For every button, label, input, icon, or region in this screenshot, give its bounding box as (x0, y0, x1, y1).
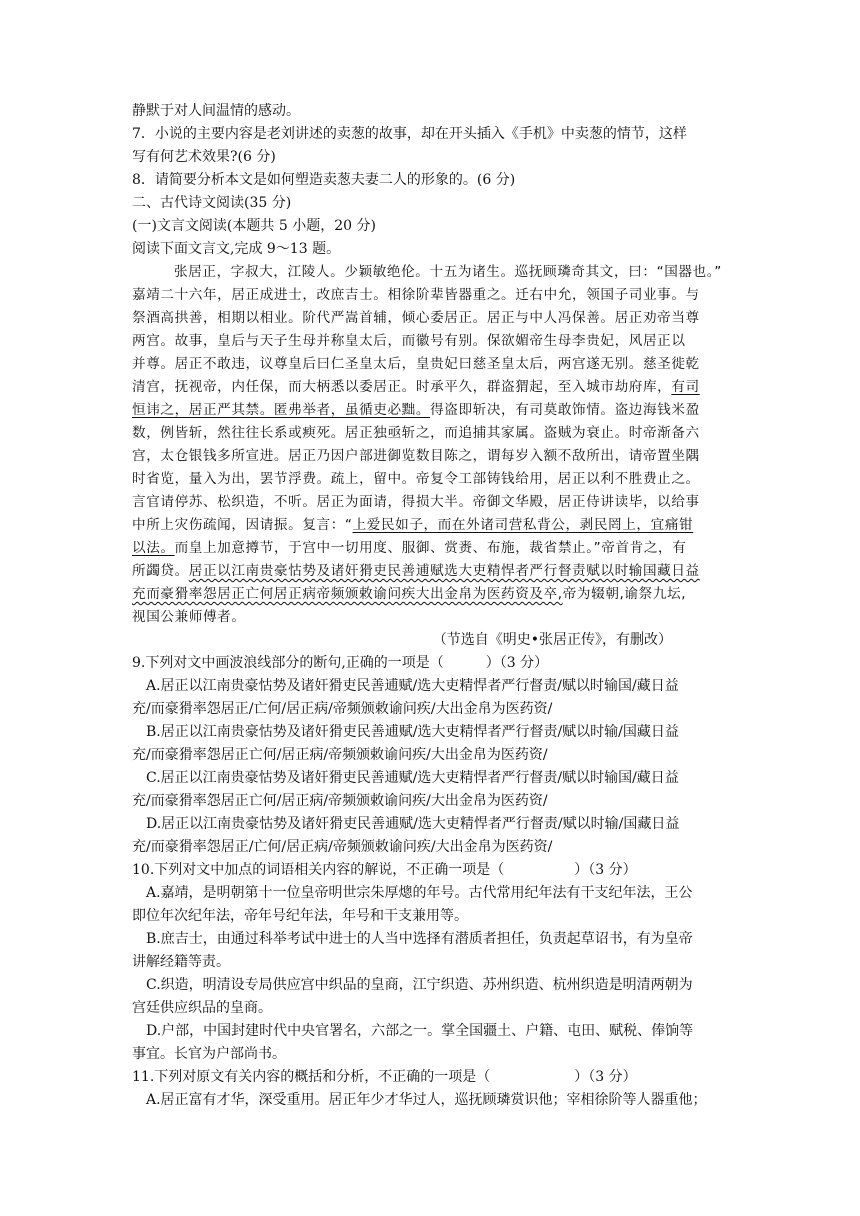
underlined-sentence: 上爱民如子，而在外诸司营私背公，剥民罔上，宜痛钳 (352, 517, 694, 533)
option-10a: A.嘉靖，是明朝第十一位皇帝明世宗朱厚熜的年号。古代常用纪年法有干支纪年法，王公 (146, 885, 693, 901)
passage-text: 帝为辍朝,谕祭九坛, (562, 586, 687, 602)
option-10d-cont: 事宜。长官为户部尚书。 (132, 1046, 286, 1062)
passage-line: 祭酒高拱善，相期以相业。阶代严嵩首辅，倾心委居正。居正与中人冯保善。居正劝帝当尊 (132, 310, 700, 326)
option-9a: A.居正以江南贵豪怙势及诸奸猾吏民善逋赋/选大吏精悍者严行督责/赋以时输国/藏日益 (146, 678, 679, 694)
passage-line: 言官请停苏、松织造，不听。居正为面请，得损大半。帝御文华殿，居正侍讲读毕，以给事 (132, 494, 700, 510)
question-7: 7．小说的主要内容是老刘讲述的卖葱的故事，却在开头插入《手机》中卖葱的情节，这样 (132, 126, 687, 142)
option-10a-cont: 即位年次纪年法，帝年号纪年法，年号和干支兼用等。 (132, 908, 468, 924)
section-heading: 二、古代诗文阅读(35 分) (132, 195, 292, 211)
passage-line (132, 560, 728, 583)
option-9a-cont: 充/而豪猾率怨居正/亡何/居正病/帝频颁敕谕问疾/大出金帛为医药资/ (132, 701, 553, 717)
option-9d: D.居正以江南贵豪怙势及诸奸猾吏民善逋赋/选大吏精悍者严行督责/赋以时输/国藏日益 (146, 816, 680, 832)
passage-line: 张居正，字叔大，江陵人。少颖敏绝伦。十五为诸生。巡抚顾璘奇其文，曰：“国器也。” (174, 264, 722, 280)
subsection-heading: (一)文言文阅读(本题共 5 小题，20 分) (132, 218, 376, 234)
passage-line (132, 399, 728, 422)
option-10d: D.户部，中国封建时代中央官署名，六部之一。掌全国疆土、户籍、屯田、赋税、俸饷等 (146, 1023, 694, 1039)
question-8: 8．请简要分析本文是如何塑造卖葱夫妻二人的形象的。(6 分) (132, 172, 516, 188)
option-9c: C.居正以江南贵豪怙势及诸奸猾吏民善逋赋/选大吏精悍者严行督责/赋以时输国/藏日益 (146, 770, 679, 786)
text-line: 静默于对人间温情的感动。 (132, 103, 300, 119)
wavy-underlined-text: 充而豪猾率怨居正亡何居正病帝频颁敕谕问疾大出金帛为医药资及卒, (132, 586, 563, 602)
question-7-cont: 写有何艺术效果?(6 分) (132, 149, 276, 165)
option-11a: A.居正富有才华，深受重用。居正年少才华过人，巡抚顾璘赏识他；宰相徐阶等人器重他； (146, 1092, 707, 1108)
source-citation: （节选自《明史•张居正传》，有删改） (432, 632, 672, 648)
underlined-sentence: 恒讳之，居正严其禁。匿弗举者，虽循吏必黜。 (132, 402, 431, 418)
option-10b: B.庶吉士，由通过科举考试中进士的人当中选择有潜质者担任，负责起草诏书，有为皇帝 (146, 931, 693, 947)
option-9d-cont: 充/而豪猾率怨居正/亡何/居正病/帝频颁敕谕问疾/大出金帛为医药资/ (132, 839, 553, 855)
passage-line (132, 537, 728, 560)
option-10b-cont: 讲解经籍等责。 (132, 954, 230, 970)
instruction: 阅读下面文言文,完成 9～13 题。 (132, 241, 341, 257)
passage-line: 时省览，量入为出，罢节浮费。疏上，留中。帝复令工部铸钱给用，居正以利不胜费止之。 (132, 471, 700, 487)
underlined-sentence: 有司 (671, 379, 700, 395)
option-9b: B.居正以江南贵豪怙势及诸奸猾吏民善逋赋/选大吏精悍者严行督责/赋以时输/国藏日益 (146, 724, 679, 740)
passage-line: 数，例皆斩，然往往长系或瘐死。居正独亟斩之，而追捕其家属。盗贼为衰止。时帝渐备六 (132, 425, 700, 441)
underlined-sentence: 以法。 (132, 540, 175, 556)
passage-text: 中所上灾伤疏闻，因请振。复言：“ (132, 517, 353, 533)
passage-text: 而皇上加意撙节，于宫中一切用度、服御、赏赉、布施，裁省禁止。”帝首肯之，有 (174, 540, 687, 556)
question-10: 10.下列对文中加点的词语相关内容的解说，不正确一项是（ ）（3 分） (132, 862, 637, 878)
passage-line: 并尊。居正不敢违，议尊皇后曰仁圣皇太后，皇贵妃曰慈圣皇太后，两宫遂无别。慈圣徙乾 (132, 356, 700, 372)
passage-text: 清宫，抚视帝，内任保，而大柄悉以委居正。时承平久，群盗猬起，至入城市劫府库， (132, 379, 672, 395)
wavy-underlined-text: 居正以江南贵豪怙势及诸奸猾吏民善逋赋选大吏精悍者严行督责赋以时输国藏日益 (188, 563, 700, 579)
classical-passage (132, 261, 728, 629)
question-11: 11.下列对原文有关内容的概括和分析，不正确的一项是（ ）（3 分） (132, 1069, 637, 1085)
passage-line (132, 376, 728, 399)
passage-line: 宫，太仓银钱多所宣进。居正乃因户部进御览数目陈之，谓每岁入额不敌所出，请帝置坐隅 (132, 448, 700, 464)
option-10c: C.织造，明清设专局供应宫中织品的皇商，江宁织造、苏州织造、杭州织造是明清两朝为 (146, 977, 693, 993)
passage-line: 视国公兼师傅者。 (132, 609, 246, 625)
question-9: 9.下列对文中画波浪线部分的断句,正确的一项是（ ）（3 分） (132, 655, 549, 671)
option-9b-cont: 充/而豪猾率怨居正亡何/居正病/帝频颁敕谕问疾/大出金帛为医药资/ (132, 747, 548, 763)
option-9c-cont: 充/而豪猾率怨居正亡何/居正病/帝频颁敕谕问疾/大出金帛为医药资/ (132, 793, 548, 809)
passage-line (132, 514, 728, 537)
passage-line: 两宫。故事，皇后与天子生母并称皇太后，而徽号有别。保欲媚帝生母李贵妃，风居正以 (132, 333, 686, 349)
passage-text: 所蠲贷。 (132, 563, 189, 579)
passage-text: 得盗即斩决，有司莫敢饰情。盗边海钱米盈 (430, 402, 700, 418)
passage-line (132, 583, 728, 606)
option-10c-cont: 宫廷供应织品的皇商。 (132, 1000, 272, 1016)
passage-line: 嘉靖二十六年，居正成进士，改庶吉士。相徐阶辈皆器重之。迁右中允，领国子司业事。与 (132, 287, 700, 303)
